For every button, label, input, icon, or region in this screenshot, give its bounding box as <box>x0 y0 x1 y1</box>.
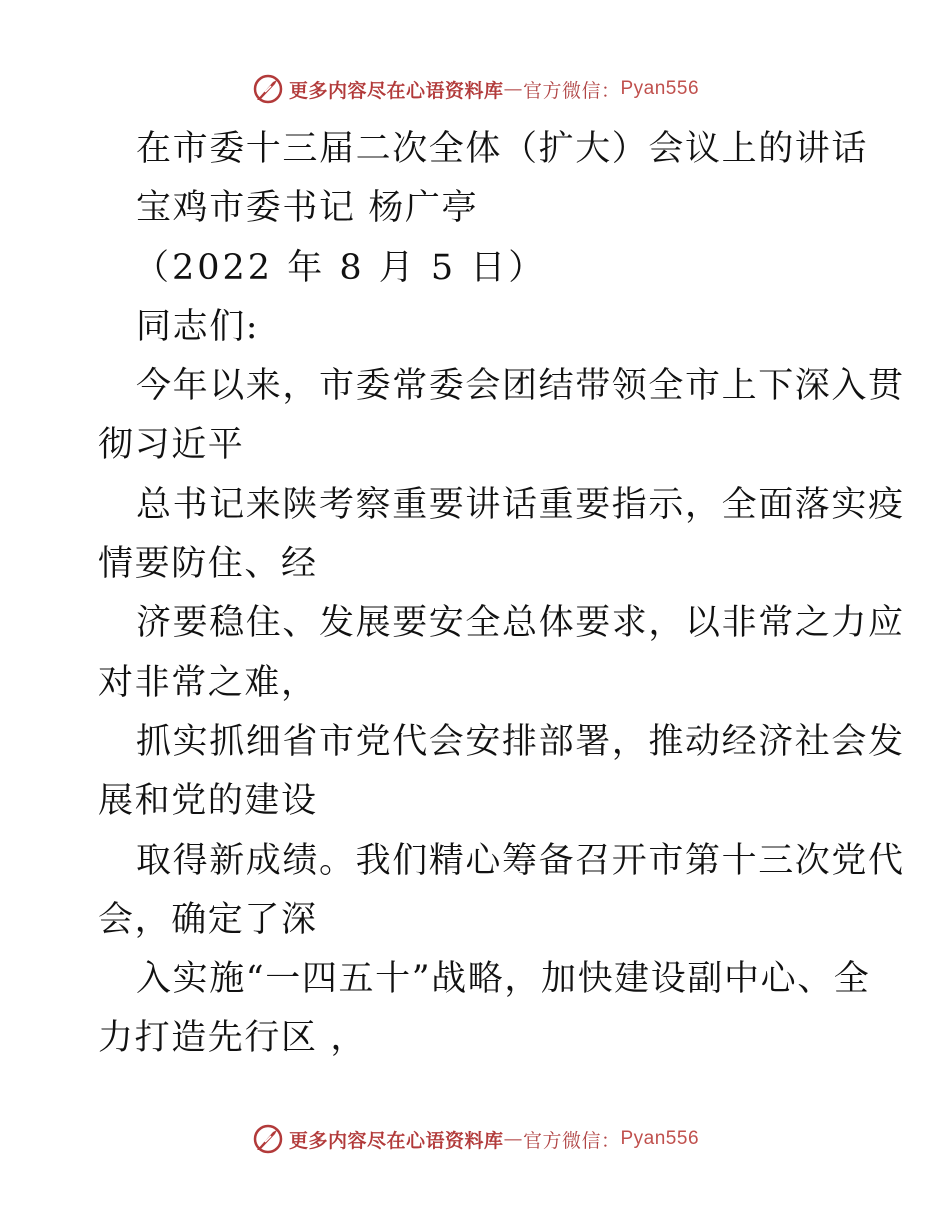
watermark-main-text: 更多内容尽在心语资料库 <box>288 1129 504 1152</box>
quill-pen-logo-icon <box>251 1122 285 1156</box>
document-salutation: 同志们: <box>136 306 260 347</box>
header-watermark <box>0 72 950 106</box>
paragraph-line: 彻习近平 <box>98 425 245 466</box>
paragraph-line: 会，确定了深 <box>98 899 318 940</box>
paragraph-line: 入实施“一四五十”战略，加快建设副中心、全 <box>136 959 871 1000</box>
paragraph-line: 对非常之难， <box>98 662 318 703</box>
watermark-wechat-id: Pyan556 <box>620 78 700 99</box>
paragraph-line: 抓实抓细省市党代会安排部署，推动经济社会发 <box>136 721 905 762</box>
document-body <box>98 120 905 1069</box>
watermark-wechat-id: Pyan556 <box>620 1128 700 1149</box>
paragraph-line: 力打造先行区 ， <box>98 1018 367 1059</box>
watermark-wechat-label: 官方微信： <box>522 1129 621 1152</box>
paragraph-line: 今年以来，市委常委会团结带领全市上下深入贯 <box>136 366 905 407</box>
document-author: 宝鸡市委书记 杨广亭 <box>136 188 479 229</box>
paragraph-line: 总书记来陕考察重要讲话重要指示，全面落实疫 <box>136 484 905 525</box>
watermark-dash: — <box>503 78 523 100</box>
document-title: 在市委十三届二次全体（扩大）会议上的讲话 <box>136 129 869 169</box>
paragraph-line: 展和党的建设 <box>98 781 318 822</box>
quill-pen-logo-icon <box>251 72 285 106</box>
footer-watermark <box>0 1122 950 1156</box>
watermark-dash: — <box>503 1128 523 1150</box>
paragraph-line: 情要防住、经 <box>98 544 318 585</box>
paragraph-line: 济要稳住、发展要安全总体要求，以非常之力应 <box>136 603 905 644</box>
document-date: （2022 年 8 月 5 日） <box>134 247 547 288</box>
paragraph-line: 取得新成绩。我们精心筹备召开市第十三次党代 <box>136 840 905 881</box>
watermark-wechat-label: 官方微信： <box>522 79 621 102</box>
watermark-main-text: 更多内容尽在心语资料库 <box>288 79 504 102</box>
